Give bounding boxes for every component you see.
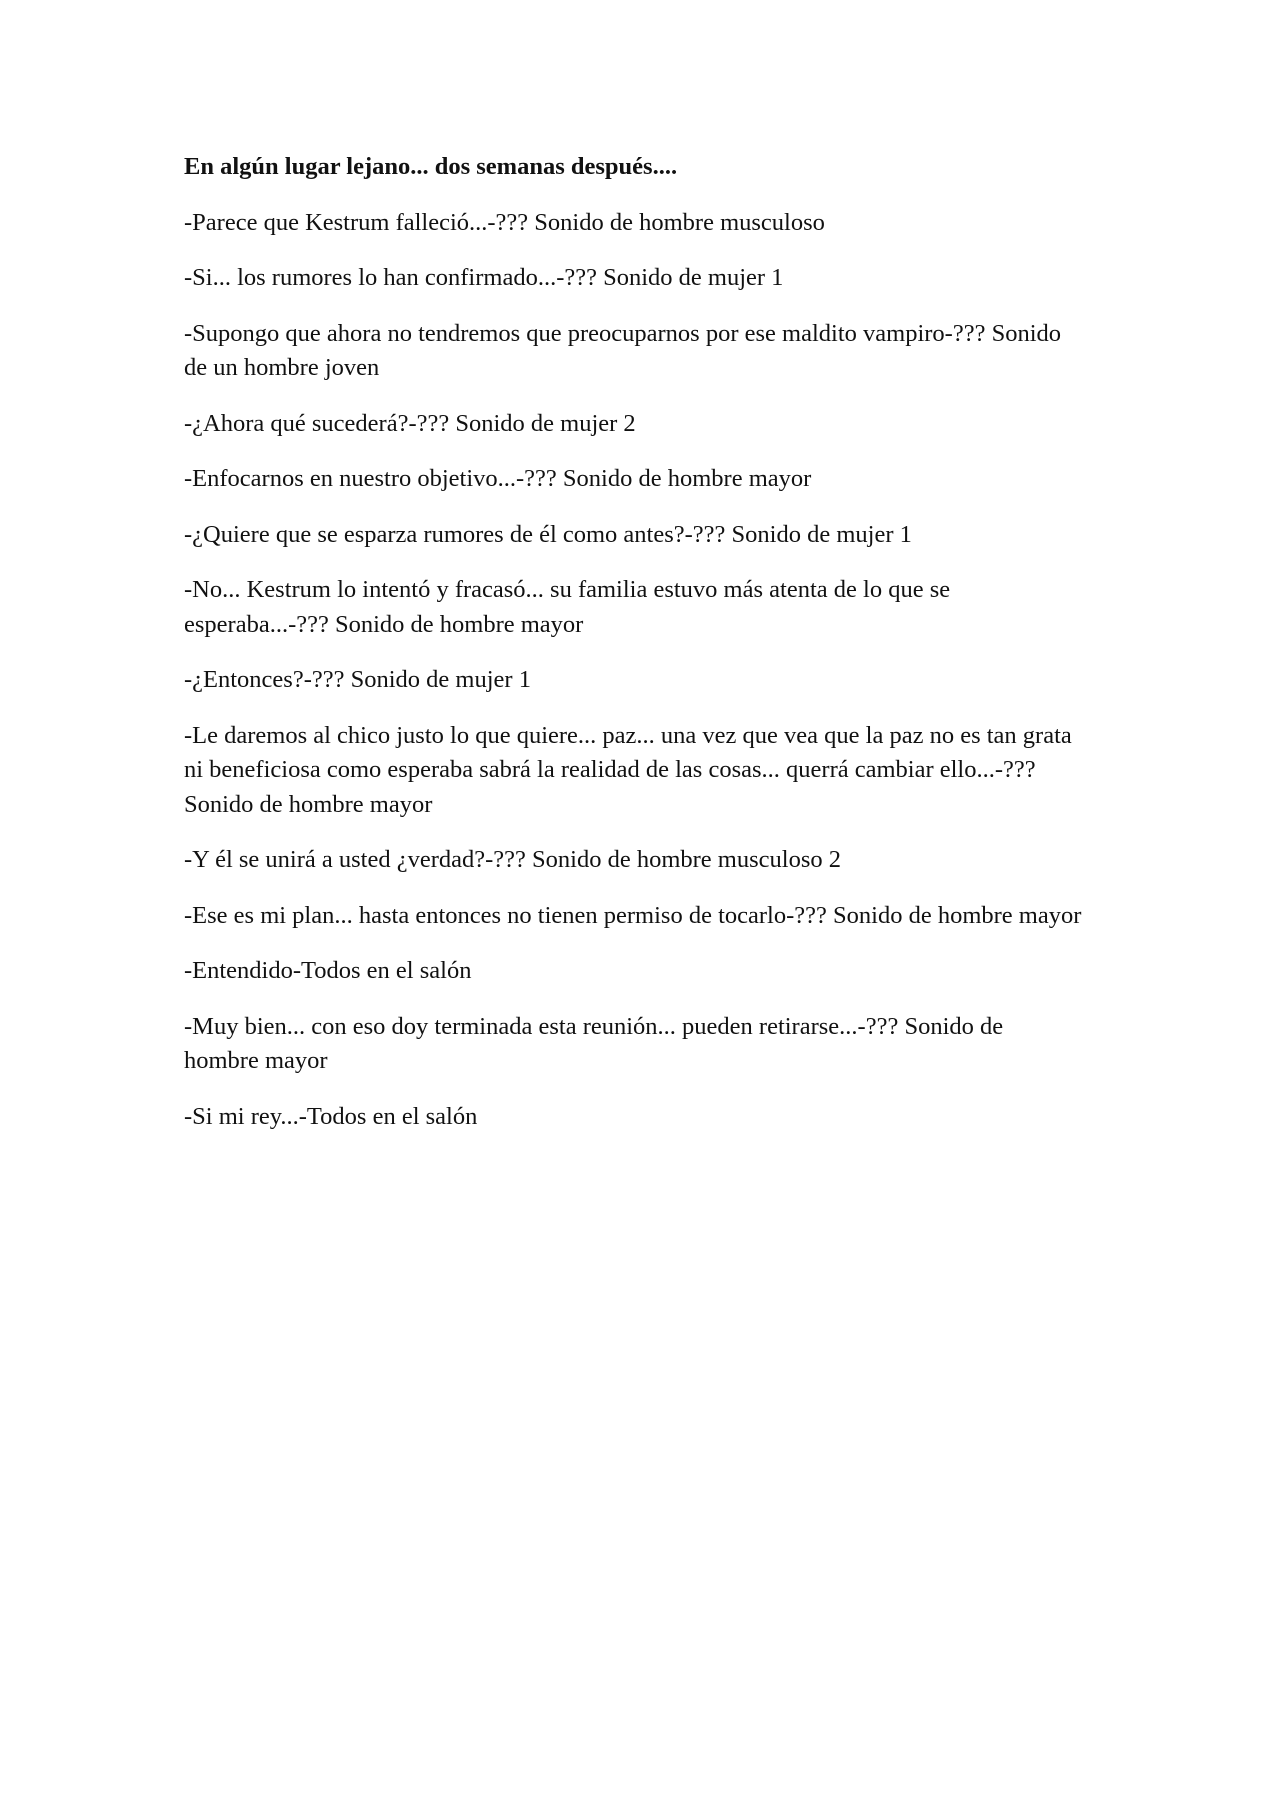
dialogue-line: -Supongo que ahora no tendremos que preocuparnos por ese maldito vampiro-??? Sonido de un hombre joven	[184, 319, 1061, 381]
dialogue-line: -Le daremos al chico justo lo que quiere... paz... una vez que vea que la paz no es tan grata ni beneficiosa como esperaba sabrá la realidad de las cosas... querrá cambiar ello...-??? Sonido de hombre mayor	[184, 721, 1072, 818]
dialogue-line: -Si... los rumores lo han confirmado...-??? Sonido de mujer 1	[184, 264, 784, 291]
dialogue-line: -Muy bien... con eso doy terminada esta reunión... pueden retirarse...-??? Sonido de hombre mayor	[184, 1012, 1004, 1074]
dialogue-line: -Parece que Kestrum falleció...-??? Sonido de hombre musculoso	[184, 208, 825, 236]
dialogue-line: -¿Quiere que se esparza rumores de él como antes?-??? Sonido de mujer 1	[184, 520, 912, 548]
dialogue-line: -Ese es mi plan... hasta entonces no tienen permiso de tocarlo-??? Sonido de hombre mayor	[184, 901, 1082, 929]
dialogue-line: -No... Kestrum lo intentó y fracasó... su familia estuvo más atenta de lo que se esperaba...-??? Sonido de hombre mayor	[184, 576, 951, 638]
document-body	[184, 150, 1084, 1155]
dialogue-line: -Si mi rey...-Todos en el salón	[184, 1102, 478, 1130]
dialogue-line: -Y él se unirá a usted ¿verdad?-??? Sonido de hombre musculoso 2	[184, 846, 841, 873]
dialogue-line: -¿Ahora qué sucederá?-??? Sonido de mujer 2	[184, 409, 636, 437]
dialogue-line: -¿Entonces?-??? Sonido de mujer 1	[184, 666, 531, 693]
dialogue-line: -Enfocarnos en nuestro objetivo...-??? Sonido de hombre mayor	[184, 465, 812, 492]
document-heading: En algún lugar lejano... dos semanas después....	[184, 153, 678, 180]
dialogue-line: -Entendido-Todos en el salón	[184, 957, 472, 984]
